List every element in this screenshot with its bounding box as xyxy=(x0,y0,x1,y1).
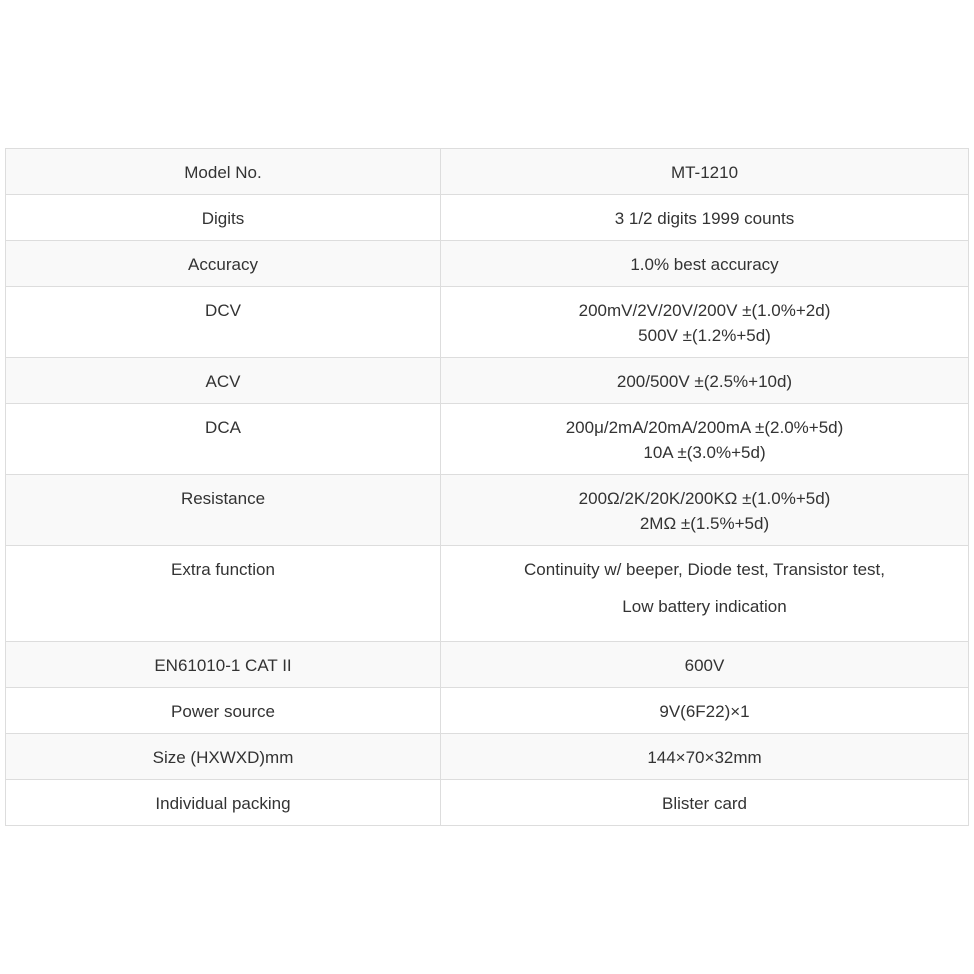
spec-row-size xyxy=(6,734,969,780)
spec-label: Accuracy xyxy=(6,241,441,287)
spec-row-digits xyxy=(6,195,969,241)
spec-row-acv xyxy=(6,358,969,404)
spec-row-packing xyxy=(6,780,969,826)
spec-value: 1.0% best accuracy xyxy=(441,241,969,287)
spec-row-extra-function xyxy=(6,546,969,642)
spec-row-resistance xyxy=(6,475,969,546)
spec-label: Resistance xyxy=(6,475,441,546)
spec-label: DCA xyxy=(6,404,441,475)
spec-value: Blister card xyxy=(441,780,969,826)
spec-row-safety-rating xyxy=(6,642,969,688)
spec-value: 200mV/2V/20V/200V ±(1.0%+2d) 500V ±(1.2%+5d) xyxy=(441,287,969,358)
spec-row-accuracy xyxy=(6,241,969,287)
spec-value: 200μ/2mA/20mA/200mA ±(2.0%+5d) 10A ±(3.0%+5d) xyxy=(441,404,969,475)
spec-label: Size (HXWXD)mm xyxy=(6,734,441,780)
spec-label: Extra function xyxy=(6,546,441,642)
spec-label: Individual packing xyxy=(6,780,441,826)
spec-label: EN61010-1 CAT II xyxy=(6,642,441,688)
spec-label: Model No. xyxy=(6,149,441,195)
specification-table xyxy=(5,148,969,826)
spec-label: Digits xyxy=(6,195,441,241)
spec-value: 9V(6F22)×1 xyxy=(441,688,969,734)
spec-row-dcv xyxy=(6,287,969,358)
spec-value: 200/500V ±(2.5%+10d) xyxy=(441,358,969,404)
spec-label: ACV xyxy=(6,358,441,404)
spec-value: 144×70×32mm xyxy=(441,734,969,780)
spec-row-power-source xyxy=(6,688,969,734)
spec-value: Continuity w/ beeper, Diode test, Transistor test, Low battery indication xyxy=(441,546,969,642)
spec-row-model xyxy=(6,149,969,195)
spec-value: MT-1210 xyxy=(441,149,969,195)
spec-value: 3 1/2 digits 1999 counts xyxy=(441,195,969,241)
spec-row-dca xyxy=(6,404,969,475)
spec-label: DCV xyxy=(6,287,441,358)
spec-label: Power source xyxy=(6,688,441,734)
spec-value: 600V xyxy=(441,642,969,688)
spec-value: 200Ω/2K/20K/200KΩ ±(1.0%+5d) 2MΩ ±(1.5%+5d) xyxy=(441,475,969,546)
